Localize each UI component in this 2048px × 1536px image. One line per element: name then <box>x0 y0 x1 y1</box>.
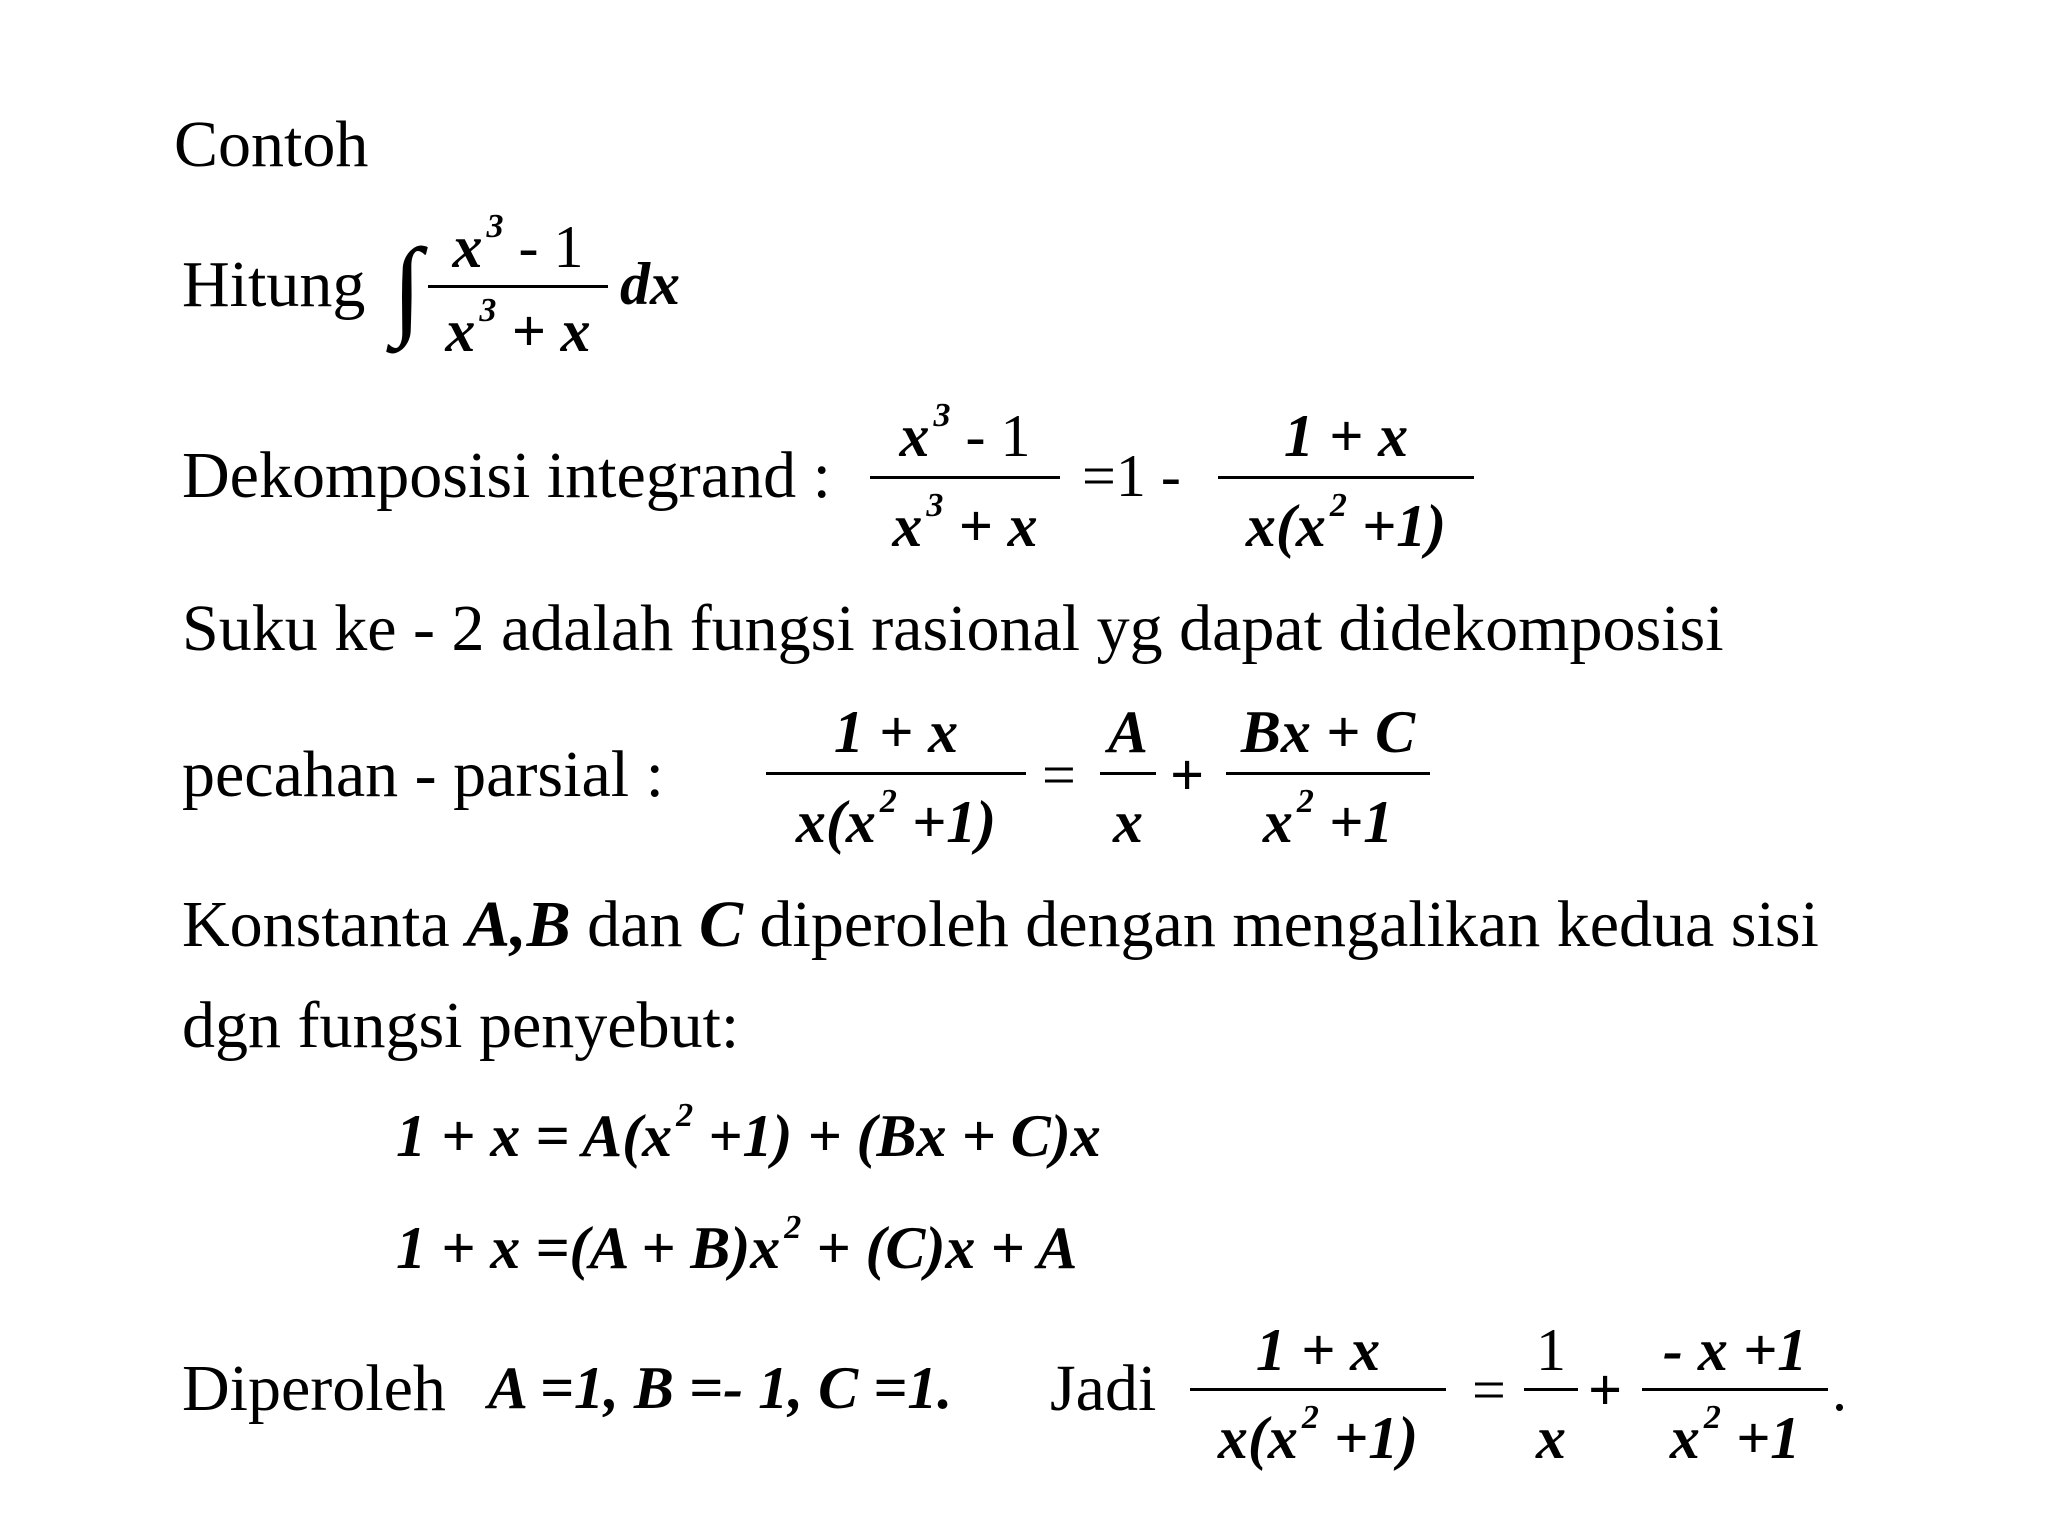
dekomposisi-rhs-denominator: x(x $^2$ +1) <box>1245 487 1447 559</box>
equation-1: 1 + x = A(x $^2$ +1) + (Bx + C)x <box>396 1097 1101 1169</box>
suku-text: Suku ke - 2 adalah fungsi rasional yg dapat didekomposisi <box>182 592 1724 665</box>
result-a-fraction <box>1524 1306 1578 1476</box>
result-lhs-fraction <box>1190 1306 1446 1476</box>
integrand-denominator: x $^3$ + x <box>445 292 591 364</box>
fraction-bar <box>1218 476 1474 479</box>
result-a-denominator: x <box>1536 1405 1566 1471</box>
dekomposisi-label: Dekomposisi integrand : <box>182 439 831 512</box>
result-a-numerator: 1 <box>1536 1317 1566 1383</box>
pecahan-parsial-label: pecahan - parsial : <box>182 738 664 811</box>
parsial-b-denominator: x $^2$ +1 <box>1262 783 1394 855</box>
parsial-lhs-numerator: 1 + x <box>833 699 959 765</box>
penyebut-text: dgn fungsi penyebut: <box>182 989 740 1062</box>
dx: dx <box>620 251 680 317</box>
fraction-bar <box>766 772 1026 775</box>
integral-sign: ∫ <box>392 226 423 348</box>
result-lhs-numerator: 1 + x <box>1255 1317 1381 1383</box>
dekomposisi-rhs-fraction <box>1218 392 1474 562</box>
jadi-label: Jadi <box>1050 1352 1157 1425</box>
result-plus: + <box>1588 1357 1623 1423</box>
diperoleh-label: Diperoleh <box>182 1352 446 1425</box>
parsial-lhs-fraction <box>766 688 1026 858</box>
fraction-bar <box>1642 1388 1828 1391</box>
dekomposisi-eq: =1 - <box>1082 443 1181 509</box>
heading: Contoh <box>174 108 369 181</box>
dekomposisi-rhs-numerator: 1 + x <box>1283 403 1409 469</box>
parsial-lhs-denominator: x(x $^2$ +1) <box>795 783 997 855</box>
dekomposisi-lhs-numerator: x $^3$ - 1 <box>899 397 1031 469</box>
fraction-bar <box>428 285 608 288</box>
dekomposisi-lhs-fraction <box>870 392 1060 562</box>
result-end-period: . <box>1832 1357 1847 1423</box>
equation-2: 1 + x =(A + B)x $^2$ + (C)x + A <box>396 1209 1078 1281</box>
integrand-numerator: x $^3$ - 1 <box>452 208 584 280</box>
fraction-bar <box>870 476 1060 479</box>
konstanta-text: Konstanta A,B dan C diperoleh dengan mengalikan kedua sisi <box>182 888 1819 961</box>
result-b-numerator: - x +1 <box>1662 1317 1808 1383</box>
parsial-eq: = <box>1042 742 1076 808</box>
result-b-denominator: x $^2$ +1 <box>1669 1399 1801 1471</box>
fraction-bar <box>1100 772 1156 775</box>
fraction-bar <box>1226 772 1430 775</box>
diperoleh-values: A =1, B =- 1, C =1. <box>488 1355 953 1421</box>
integrand-fraction <box>428 205 608 365</box>
dekomposisi-lhs-denominator: x $^3$ + x <box>892 487 1038 559</box>
parsial-b-numerator: Bx + C <box>1240 699 1416 765</box>
result-lhs-denominator: x(x $^2$ +1) <box>1217 1399 1419 1471</box>
parsial-a-fraction <box>1100 688 1156 858</box>
hitung-label: Hitung <box>182 248 366 321</box>
result-b-fraction <box>1642 1306 1828 1476</box>
result-eq: = <box>1472 1357 1506 1423</box>
parsial-plus: + <box>1170 742 1205 808</box>
parsial-b-fraction <box>1226 688 1430 858</box>
parsial-a-numerator: A <box>1107 699 1149 765</box>
parsial-a-denominator: x <box>1113 789 1143 855</box>
fraction-bar <box>1524 1388 1578 1391</box>
fraction-bar <box>1190 1388 1446 1391</box>
